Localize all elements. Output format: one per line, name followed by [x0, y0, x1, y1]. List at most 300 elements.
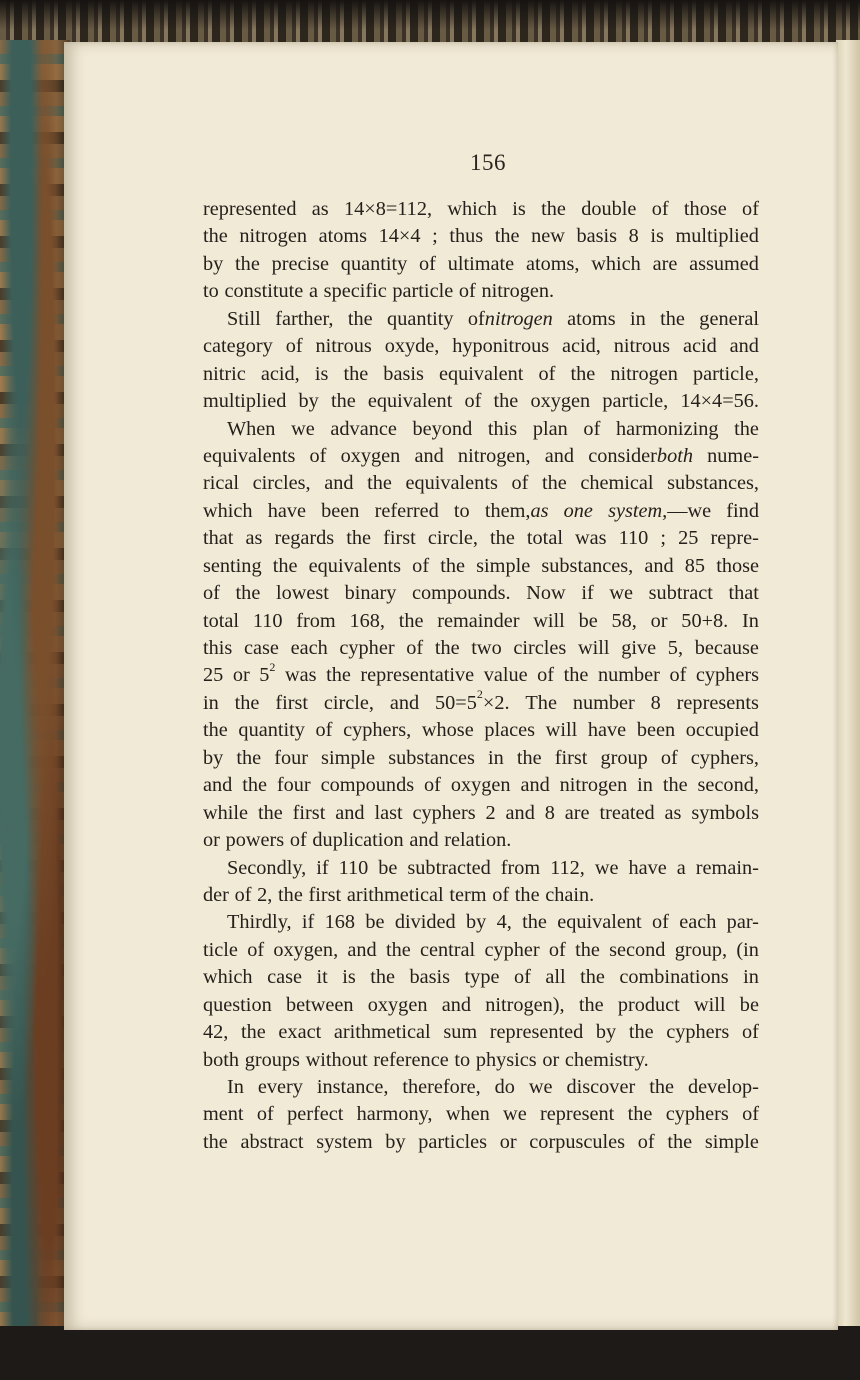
- word: cyphers,: [343, 719, 412, 742]
- word: of: [234, 883, 252, 906]
- word: reference: [373, 1048, 449, 1071]
- word: product: [617, 993, 680, 1016]
- text-line: [203, 608, 759, 635]
- word: substances,: [667, 472, 759, 495]
- word: equivalents: [308, 554, 402, 577]
- word: Secondly,: [227, 856, 307, 879]
- word: represent: [540, 1103, 615, 1126]
- word: When: [227, 417, 276, 440]
- text-line: [203, 470, 759, 497]
- word: binary: [344, 582, 397, 605]
- word: the: [660, 307, 685, 330]
- word: combinations: [619, 966, 729, 989]
- word: the: [235, 582, 261, 605]
- word: instance,: [316, 1076, 389, 1098]
- text-line: [203, 772, 759, 799]
- text-line: [203, 443, 759, 470]
- word: the: [563, 664, 589, 687]
- text-line: [203, 745, 759, 772]
- word: the: [493, 390, 519, 413]
- word: representative: [360, 664, 475, 687]
- text-line: [203, 251, 759, 278]
- word: 14×4=56.: [680, 390, 759, 413]
- word: a: [308, 280, 318, 303]
- word: the: [490, 527, 515, 550]
- word: 14×8=112,: [344, 198, 433, 220]
- word: simple: [321, 746, 376, 769]
- word: repre-: [710, 527, 759, 550]
- word: been: [321, 499, 360, 522]
- word: nitrogen),: [485, 993, 565, 1016]
- word: ;: [660, 527, 667, 550]
- word: total: [526, 527, 563, 550]
- word: specific: [323, 280, 387, 303]
- word: nitrogen: [610, 362, 678, 385]
- word: from: [296, 609, 336, 632]
- word: first: [275, 691, 308, 714]
- text-line: [203, 687, 759, 717]
- word: the: [203, 719, 228, 742]
- word: of: [464, 390, 482, 413]
- word: in: [488, 746, 504, 769]
- word: groups: [244, 1048, 300, 1071]
- word: have: [628, 856, 667, 879]
- word: to: [203, 280, 219, 303]
- text-line: [203, 196, 759, 223]
- word: places: [484, 719, 536, 742]
- word: be: [739, 993, 759, 1016]
- word: divided: [394, 911, 456, 934]
- word: whose: [421, 719, 474, 742]
- word: the: [343, 362, 369, 385]
- word: assumed: [689, 252, 759, 275]
- word: both: [203, 1048, 240, 1071]
- word: harmony,: [356, 1103, 433, 1126]
- word: of: [492, 883, 510, 906]
- word: quantity: [340, 252, 408, 275]
- word: give: [621, 637, 657, 659]
- word: ;: [432, 225, 438, 248]
- word: the: [234, 691, 260, 714]
- word: the: [241, 1021, 266, 1044]
- word: 168: [324, 911, 356, 934]
- word: nitrogen,: [457, 444, 531, 467]
- word: of: [742, 198, 759, 220]
- word: referred: [374, 499, 439, 522]
- word: senting: [203, 554, 262, 577]
- word: equivalent: [438, 362, 524, 385]
- word: powers: [225, 829, 285, 852]
- word: 110: [252, 609, 283, 632]
- word: simple: [704, 1130, 759, 1153]
- word: the: [649, 1076, 674, 1098]
- word: a: [676, 856, 686, 879]
- text-line: [203, 992, 759, 1019]
- book-binding-bottom: [0, 1326, 860, 1380]
- word: second: [609, 938, 666, 961]
- word: of: [406, 637, 424, 659]
- marbled-page-edge: [0, 40, 70, 1330]
- word: $5^2$: [259, 659, 276, 687]
- word: or: [203, 829, 220, 852]
- word: number: [572, 691, 635, 714]
- word: the: [236, 746, 262, 769]
- word: which: [591, 252, 641, 275]
- word: by: [385, 1130, 406, 1153]
- word: of: [669, 664, 687, 687]
- word: Still: [227, 307, 261, 330]
- text-line: [203, 306, 759, 333]
- text-line: [203, 882, 759, 909]
- word: the: [370, 966, 396, 989]
- word: discover: [566, 1076, 636, 1098]
- word: considerboth: [588, 444, 693, 467]
- word: ment: [203, 1103, 244, 1126]
- word: atoms: [318, 225, 368, 248]
- text-line: [203, 333, 759, 360]
- word: circle,: [323, 691, 374, 714]
- word: the: [346, 527, 372, 550]
- word: 42,: [203, 1021, 229, 1044]
- word: total: [203, 609, 240, 632]
- word: represented: [489, 1021, 584, 1044]
- word: Now: [526, 582, 566, 605]
- word: the: [580, 966, 605, 989]
- word: or: [499, 1130, 517, 1153]
- word: of: [651, 198, 669, 220]
- word: be: [365, 911, 385, 934]
- word: of: [742, 1103, 759, 1126]
- word: cyphers: [665, 1103, 729, 1126]
- word: 14×4: [378, 225, 421, 248]
- word: the: [398, 609, 424, 632]
- word: the: [242, 774, 267, 797]
- word: of: [637, 1130, 655, 1153]
- word: it: [316, 966, 328, 989]
- word: the: [578, 993, 604, 1016]
- word: quantity: [387, 307, 454, 330]
- word: term: [449, 883, 487, 906]
- word: by: [203, 746, 224, 769]
- word: of: [741, 1021, 759, 1044]
- word: oxygen,: [273, 938, 339, 961]
- word: of: [285, 335, 303, 358]
- word: number: [597, 664, 660, 687]
- word: and: [520, 774, 550, 797]
- word: particle,: [693, 362, 759, 385]
- text-line: [203, 635, 759, 662]
- word: equivalent: [557, 911, 642, 934]
- word: every: [257, 1076, 303, 1098]
- word: nitrogen.: [481, 280, 555, 303]
- word: will: [533, 609, 565, 632]
- word: between: [285, 993, 354, 1016]
- word: four: [274, 746, 308, 769]
- word: 168,: [349, 609, 385, 632]
- word: duplication: [312, 829, 404, 852]
- word: the: [203, 225, 228, 248]
- text-line: [203, 498, 759, 525]
- word: simple: [476, 554, 531, 577]
- word: ofnitrogen: [467, 307, 553, 330]
- word: two: [471, 637, 502, 659]
- word: rical: [203, 472, 240, 495]
- word: have: [267, 499, 307, 522]
- word: 50+8.: [681, 609, 729, 632]
- word: from: [500, 856, 541, 879]
- word: by: [595, 1021, 617, 1044]
- word: 25: [203, 664, 224, 687]
- word: we: [291, 417, 315, 440]
- next-page-edge: [836, 40, 860, 1330]
- word: first: [554, 746, 588, 769]
- word: perfect: [287, 1103, 344, 1126]
- word: multiplied: [675, 225, 759, 248]
- word: basis: [409, 966, 451, 989]
- word: represents: [676, 691, 759, 714]
- word: nitric: [203, 362, 246, 385]
- word: been: [636, 719, 676, 742]
- word: hyponitrous: [452, 335, 550, 358]
- word: when: [445, 1103, 490, 1126]
- word: cyphers: [695, 664, 759, 687]
- word: particles: [418, 1130, 487, 1153]
- word: is: [314, 362, 329, 385]
- text-line: [203, 278, 759, 305]
- word: to: [454, 1048, 471, 1071]
- word: nitrous: [613, 335, 671, 358]
- word: the: [667, 1130, 693, 1153]
- word: arithmetical: [346, 883, 444, 906]
- word: or: [232, 664, 250, 687]
- word: of: [315, 719, 333, 742]
- word: 5,: [667, 637, 684, 659]
- word: represented: [203, 198, 297, 220]
- word: is: [650, 225, 664, 248]
- word: we: [609, 582, 634, 605]
- text-line: [203, 553, 759, 580]
- word: and: [389, 691, 420, 714]
- word: relation.: [444, 829, 512, 852]
- word: ticle: [203, 938, 238, 961]
- word: the: [203, 1130, 228, 1153]
- word: because: [694, 637, 759, 659]
- word: system: [316, 1130, 373, 1153]
- word: farther,: [275, 307, 334, 330]
- word: if: [301, 911, 315, 934]
- word: cypher: [339, 637, 395, 659]
- word: which: [203, 499, 253, 522]
- word: group: [600, 746, 648, 769]
- word: 4,: [496, 911, 512, 934]
- word: in: [203, 691, 219, 714]
- word: by: [298, 390, 319, 413]
- word: oxygen: [367, 993, 428, 1016]
- word: quantity: [238, 719, 305, 742]
- word: 110: [618, 527, 649, 550]
- word: remain-: [695, 856, 759, 879]
- word: abstract: [240, 1130, 304, 1153]
- word: (in: [736, 938, 759, 961]
- word: type: [464, 966, 500, 989]
- word: the: [330, 390, 356, 413]
- word: particle,: [602, 390, 669, 413]
- word: In: [227, 1076, 244, 1098]
- word: question: [203, 993, 272, 1016]
- word: cyphers: [412, 801, 476, 824]
- word: or: [542, 1048, 560, 1071]
- word: the: [662, 774, 688, 797]
- word: The: [525, 691, 557, 714]
- word: acid: [682, 335, 717, 358]
- word: and: [324, 472, 354, 495]
- word: is: [342, 966, 356, 989]
- word: the: [326, 664, 351, 687]
- word: of: [458, 280, 476, 303]
- word: we: [528, 1076, 553, 1098]
- word: In: [742, 609, 759, 632]
- word: nume-: [707, 444, 759, 467]
- word: and: [335, 801, 365, 824]
- word: do: [494, 1076, 515, 1098]
- word: cypher: [484, 938, 540, 961]
- word: in: [743, 966, 759, 989]
- text-line: [203, 1047, 759, 1074]
- text-line: [203, 388, 759, 415]
- word: of: [583, 417, 601, 440]
- word: have: [587, 719, 627, 742]
- word: central: [420, 938, 476, 961]
- word: of: [412, 554, 430, 577]
- word: the: [494, 225, 520, 248]
- word: the: [385, 938, 411, 961]
- word: the: [575, 938, 600, 961]
- text-line: [203, 525, 759, 552]
- word: equivalent: [367, 390, 453, 413]
- word: each: [679, 911, 717, 934]
- word: $50=5^2\times 2$.: [435, 687, 510, 714]
- word: circle,: [427, 527, 478, 550]
- word: the: [522, 911, 547, 934]
- word: is: [512, 198, 526, 220]
- word: occupied: [685, 719, 759, 742]
- word: general: [699, 307, 759, 330]
- word: of: [289, 829, 307, 852]
- word: plan: [532, 417, 568, 440]
- word: was: [575, 527, 607, 550]
- word: remainder: [437, 609, 520, 632]
- word: of: [247, 938, 265, 961]
- word: 8: [650, 691, 661, 714]
- word: the: [235, 252, 260, 275]
- word: the: [734, 417, 759, 440]
- word: are: [652, 252, 678, 275]
- word: last: [374, 801, 403, 824]
- word: will: [694, 993, 726, 1016]
- word: circles: [513, 637, 567, 659]
- word: equivalents: [203, 444, 296, 467]
- text-line: [203, 717, 759, 744]
- word: that: [203, 527, 234, 550]
- word: which: [447, 198, 497, 220]
- text-line: [203, 800, 759, 827]
- word: chain.: [545, 883, 595, 906]
- word: physics: [475, 1048, 537, 1071]
- word: first: [292, 801, 326, 824]
- word: acid,: [260, 362, 300, 385]
- word: this: [203, 637, 233, 659]
- word: by: [465, 911, 487, 934]
- word: the: [541, 472, 567, 495]
- word: in: [629, 307, 646, 330]
- word: beyond: [412, 417, 473, 440]
- word: 112,: [550, 856, 585, 879]
- word: develop-: [687, 1076, 759, 1098]
- word: multiplied: [203, 390, 287, 413]
- text-line: [203, 223, 759, 250]
- word: and: [729, 335, 759, 358]
- body-text: [203, 196, 759, 1156]
- word: while: [203, 801, 249, 824]
- word: precise: [271, 252, 330, 275]
- word: and: [644, 554, 674, 577]
- text-line: [203, 909, 759, 936]
- word: each: [290, 637, 328, 659]
- word: that: [728, 582, 759, 605]
- word: case: [243, 637, 279, 659]
- word: in: [637, 774, 653, 797]
- word: 8: [628, 225, 639, 248]
- word: subtract: [648, 582, 713, 605]
- word: cyphers: [666, 1021, 730, 1044]
- text-line: [203, 1074, 759, 1101]
- word: the: [367, 472, 392, 495]
- text-line: [203, 937, 759, 964]
- word: atoms: [567, 307, 616, 330]
- word: if: [316, 856, 329, 879]
- word: the: [514, 883, 540, 906]
- word: all: [545, 966, 566, 989]
- text-line: [203, 1129, 759, 1156]
- word: as: [311, 198, 329, 220]
- word: first: [383, 527, 416, 550]
- text-line: [203, 1101, 759, 1128]
- word: the: [516, 746, 542, 769]
- word: one: [563, 499, 593, 522]
- word: and: [414, 444, 444, 467]
- word: and: [505, 801, 535, 824]
- word: the: [627, 1103, 653, 1126]
- word: the: [257, 801, 283, 824]
- text-line: [203, 964, 759, 991]
- word: was: [284, 664, 317, 687]
- word: oxygen: [340, 444, 401, 467]
- text-line: [203, 580, 759, 607]
- word: category: [203, 335, 273, 358]
- word: oxyde,: [384, 335, 440, 358]
- word: without: [305, 1048, 368, 1071]
- text-line: [203, 1019, 759, 1046]
- word: be: [378, 856, 398, 879]
- word: par-: [726, 911, 759, 934]
- word: second,: [697, 774, 759, 797]
- word: Thirdly,: [227, 911, 292, 934]
- word: double: [581, 198, 637, 220]
- word: those: [716, 554, 759, 577]
- word: 110: [338, 856, 369, 879]
- text-line: [203, 659, 759, 689]
- word: treated: [599, 801, 655, 824]
